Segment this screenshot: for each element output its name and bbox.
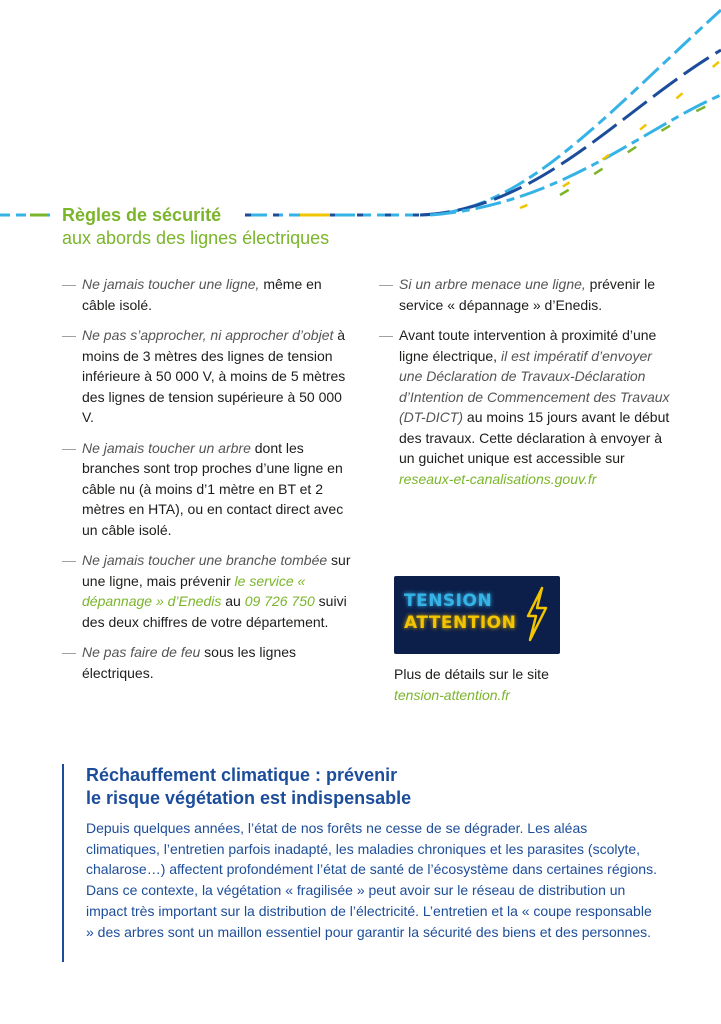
rules-left-column: [62, 274, 352, 693]
rule-item: — Ne jamais toucher une ligne, même en câble isolé.: [62, 276, 322, 313]
tension-attention-logo[interactable]: [394, 576, 560, 654]
more-info-label: Plus de détails sur le site: [394, 666, 549, 682]
section-title-line2: aux abords des lignes électriques: [62, 228, 330, 248]
rule-item: — Ne pas s’approcher, ni approcher d’objet à moins de 3 mètres des lignes de tension inférieure à 50 000 V, à moins de 5 mètres des lignes de tension supérieure à 50 000 V.: [62, 327, 346, 425]
climate-body: Depuis quelques années, l’état de nos forêts ne cesse de se dégrader. Les aléas climatiques, l’entretien parfois inadapté, les maladies chroniques et les parasites (scolyte, chalarose…) affectent profondément l’état de santé de l’écosystème dans certaines régions. Dans ce contexte, la végétation « fragilisée » peut avoir sur le réseau de distribution un impact très important sur la distribution de l’électricité. L’entretien et la « coupe responsable » des arbres sont un maillon essentiel pour garantir la sécurité des biens et des personnes.: [86, 820, 657, 940]
rule-item: — Ne pas faire de feu sous les lignes électriques.: [62, 644, 297, 681]
section-title: [62, 203, 329, 249]
dash-bullet-icon: —: [62, 644, 76, 660]
dash-bullet-icon: —: [379, 276, 393, 292]
service-link[interactable]: le service « dépannage » d’Enedis: [82, 572, 306, 609]
rule-item: — Si un arbre menace une ligne, prévenir le service « dépannage » d’Enedis.: [379, 276, 656, 313]
climate-title: [86, 764, 662, 810]
climate-title-line1: Réchauffement climatique : prévenir: [86, 765, 398, 785]
tension-attention-link[interactable]: tension-attention.fr: [394, 687, 510, 703]
climate-section: [62, 764, 662, 942]
phone-number-link[interactable]: 09 726 750: [244, 593, 315, 609]
rule-item: — Avant toute intervention à proximité d’une ligne électrique, il est impératif d’envoyer une Déclaration de Travaux-Déclaration d’Intention de Commencement des Travaux (DT-DICT) au moins 15 jours avant le début des travaux. Cette déclaration à envoyer à un guichet unique est accessible sur reseaux-et-canalisations.gouv.fr: [379, 327, 670, 487]
climate-title-line2: le risque végétation est indispensable: [86, 788, 412, 808]
dt-dict-website-link[interactable]: reseaux-et-canalisations.gouv.fr: [399, 470, 597, 487]
dash-bullet-icon: —: [62, 276, 76, 292]
dash-bullet-icon: —: [62, 552, 76, 568]
lightning-bolt-icon: [522, 586, 550, 642]
logo-line2: ATTENTION: [404, 613, 517, 633]
dash-bullet-icon: —: [62, 439, 76, 456]
dash-bullet-icon: —: [62, 327, 76, 343]
rules-right-column: [379, 274, 679, 499]
more-info: [394, 664, 549, 706]
dash-bullet-icon: —: [379, 327, 393, 343]
rule-item: — Ne jamais toucher un arbre dont les branches sont trop proches d’une ligne en câble nu (à moins d’1 mètre en BT et 2 mètres en HTA), ou en contact direct avec un câble isolé.: [62, 439, 344, 538]
section-title-line1: Règles de sécurité: [62, 205, 222, 225]
rule-item: — Ne jamais toucher une branche tombée sur une ligne, mais prévenir le service « dépannage » d’Enedis au 09 726 750 suivi des deux chiffres de votre département.: [62, 552, 351, 630]
vertical-accent-bar: [62, 764, 64, 962]
power-lines-decoration: [0, 0, 721, 230]
logo-line1: TENSION: [404, 591, 493, 611]
